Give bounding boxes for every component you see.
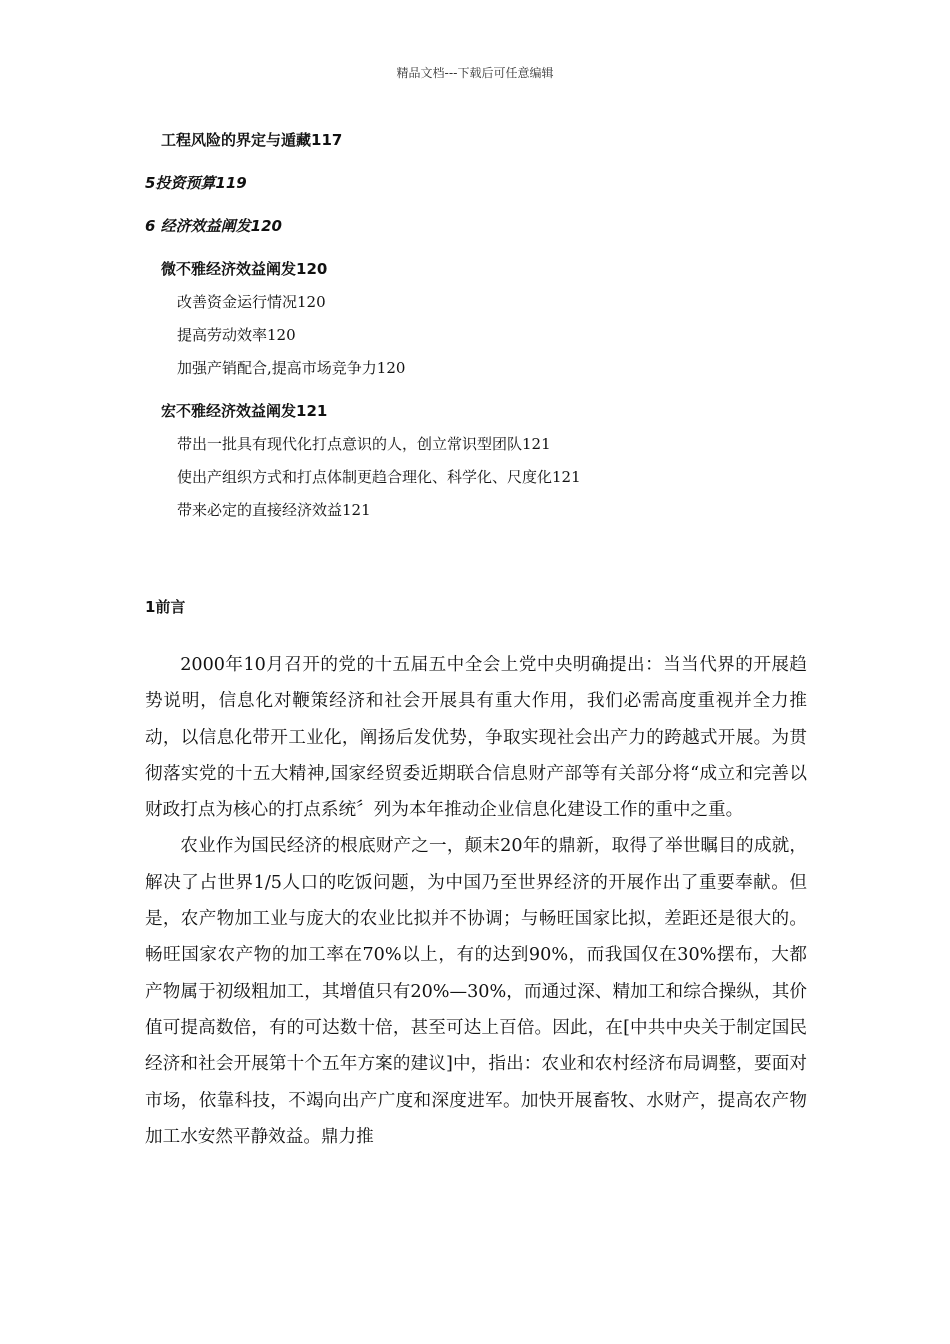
toc-entry[interactable]: 微不雅经济效益阐发120	[161, 260, 328, 278]
toc-entry[interactable]: 带出一批具有现代化打点意识的人，创立常识型团队121	[177, 435, 551, 453]
toc-entry[interactable]: 带来必定的直接经济效益121	[177, 501, 371, 519]
paragraph: 农业作为国民经济的根底财产之一，颠末20年的鼎新，取得了举世瞩目的成就，解决了占世界1/5人口的吃饭问题，为中国乃至世界经济的开展作出了重要奉献。但是，农产物加工业与庞大的农业比拟并不协调；与畅旺国家比拟，差距还是很大的。畅旺国家农产物的加工率在70%以上，有的达到90%，而我国仅在30%摆布，大都产物属于初级粗加工，其增值只有20%—30%，而通过深、精加工和综合操纵，其价值可提高数倍，有的可达数十倍，甚至可达上百倍。因此，在[中共中央关于制定国民经济和社会开展第十个五年方案的建议]中，指出：农业和农村经济布局调整，要面对市场，依靠科技，不竭向出产广度和深度进军。加快开展畜牧、水财产，提高农产物加工水安然平静效益。鼎力推	[145, 836, 807, 1147]
toc-entry[interactable]: 5投资预算119	[145, 174, 247, 192]
toc-entry[interactable]: 工程风险的界定与遁藏117	[161, 131, 343, 149]
toc-entry[interactable]: 提高劳动效率120	[177, 326, 296, 344]
toc-entry[interactable]: 宏不雅经济效益阐发121	[161, 402, 328, 420]
body-text	[145, 647, 807, 1155]
page-header: 精品文档---下载后可任意编辑	[396, 66, 554, 80]
paragraph: 2000年10月召开的党的十五届五中全会上党中央明确提出：当当代界的开展趋势说明，信息化对鞭策经济和社会开展具有重大作用，我们必需高度重视并全力推动，以信息化带开工业化，阐扬后发优势，争取实现社会出产力的跨越式开展。为贯彻落实党的十五大精神,国家经贸委近期联合信息财产部等有关部分将“成立和完善以财政打点为核心的打点系统〞列为本年推动企业信息化建设工作的重中之重。	[145, 655, 807, 821]
toc-entry[interactable]: 改善资金运行情况120	[177, 293, 326, 311]
section-title: 1前言	[145, 598, 186, 616]
toc-entry[interactable]: 使出产组织方式和打点体制更趋合理化、科学化、尺度化121	[177, 468, 581, 486]
toc-entry[interactable]: 加强产销配合,提高市场竞争力120	[177, 359, 406, 377]
toc-entry[interactable]: 6 经济效益阐发120	[145, 217, 282, 235]
